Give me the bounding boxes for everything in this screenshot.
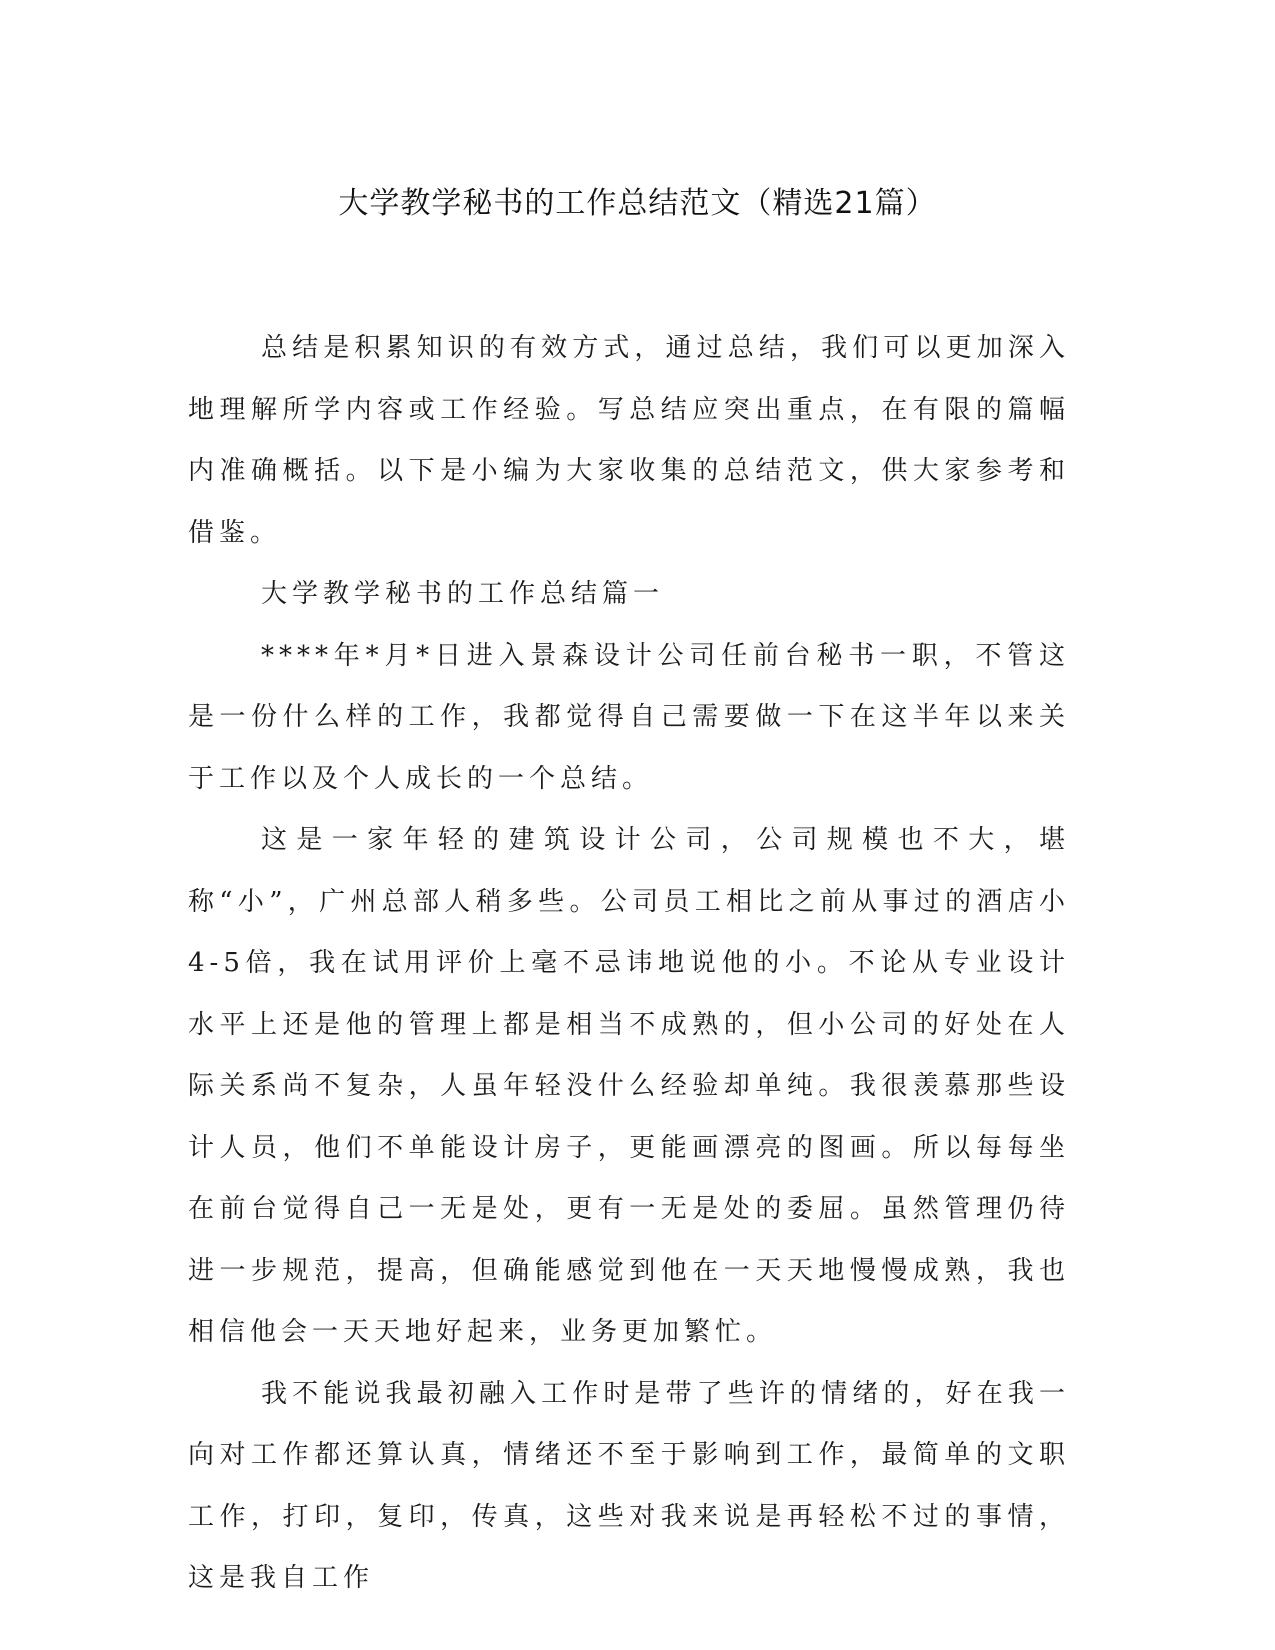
document-title: 大学教学秘书的工作总结范文（精选21篇） (338, 186, 937, 221)
document-body (188, 318, 1070, 1610)
intro-paragraph: 总结是积累知识的有效方式，通过总结，我们可以更加深入地理解所学内容或工作经验。写总结应突出重点，在有限的篇幅内准确概括。以下是小编为大家收集的总结范文，供大家参考和借鉴。 (188, 333, 1070, 548)
body-paragraph: 这是一家年轻的建筑设计公司，公司规模也不大，堪称“小”，广州总部人稍多些。公司员工相比之前从事过的酒店小4-5倍，我在试用评价上毫不忌讳地说他的小。不论从专业设计水平上还是他的管理上都是相当不成熟的，但小公司的好处在人际关系尚不复杂，人虽年轻没什么经验却单纯。我很羡慕那些设计人员，他们不单能设计房子，更能画漂亮的图画。所以每每坐在前台觉得自己一无是处，更有一无是处的委屈。虽然管理仍待进一步规范，提高，但确能感觉到他在一天天地慢慢成熟，我也相信他会一天天地好起来，业务更加繁忙。 (188, 825, 1070, 1347)
section-heading: 大学教学秘书的工作总结篇一 (261, 579, 665, 609)
body-paragraph: ****年*月*日进入景森设计公司任前台秘书一职，不管这是一份什么样的工作，我都觉得自己需要做一下在这半年以来关于工作以及个人成长的一个总结。 (188, 640, 1070, 794)
body-paragraph: 我不能说我最初融入工作时是带了些许的情绪的，好在我一向对工作都还算认真，情绪还不至于影响到工作，最简单的文职工作，打印，复印，传真，这些对我来说是再轻松不过的事情，这是我自工作 (188, 1378, 1070, 1593)
